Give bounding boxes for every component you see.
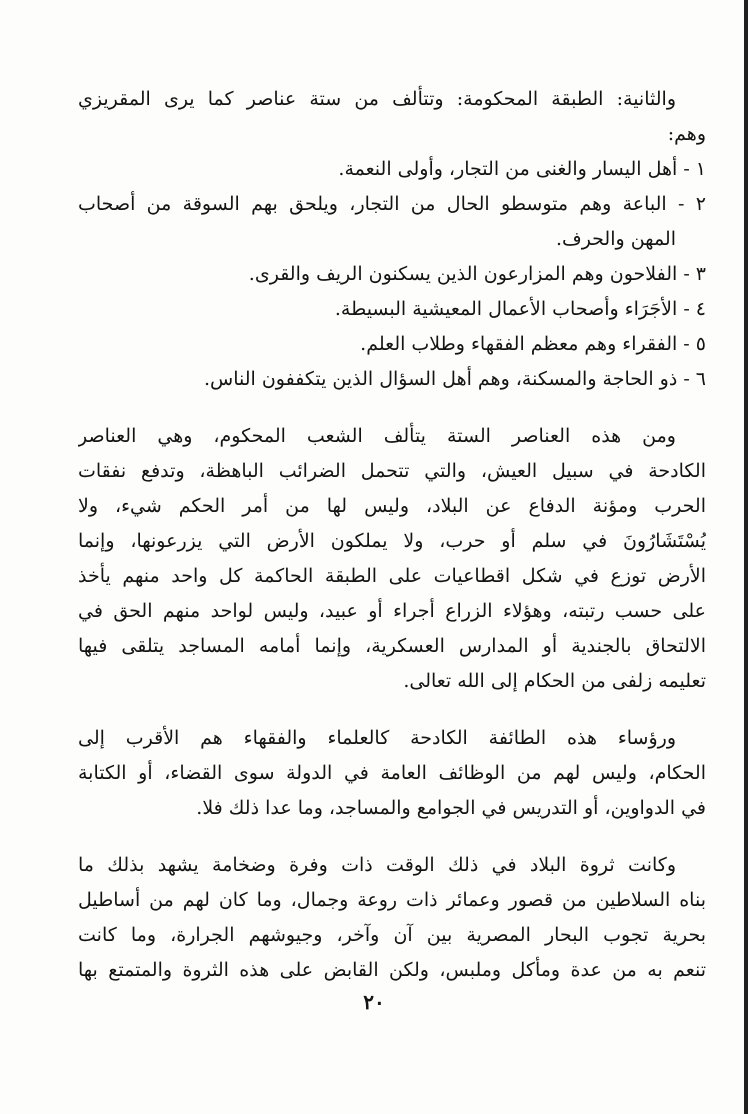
- paragraph-line: تنعم به من عدة ومأكل وملبس، ولكن القابض على هذه الثروة والمتمتع بها: [78, 959, 706, 981]
- paragraph-line: الحرب ومؤنة الدفاع عن البلاد، وليس لها من أمر الحكم شيء، ولا: [78, 495, 706, 517]
- paragraph-line: بحرية تجوب البحار المصرية بين آن وآخر، وجيوشهم الجرارة، وما كانت: [78, 924, 706, 946]
- paragraph-line: ومن هذه العناصر الستة يتألف الشعب المحكوم، وهي العناصر: [78, 425, 676, 447]
- list-item-2: ٢ - الباعة وهم متوسطو الحال من التجار، ويلحق بهم السوقة من أصحاب: [78, 193, 706, 215]
- paragraph-line: الكادحة في سبيل العيش، والتي تتحمل الضرائب الباهظة، وتدفع نفقات: [78, 460, 706, 482]
- list-item-2-continuation: المهن والحرف.: [555, 228, 676, 250]
- list-item-4: ٤ - الأجَرَاء وأصحاب الأعمال المعيشية البسيطة.: [334, 298, 706, 320]
- paragraph-line: تعليمه زلفى من الحكام إلى الله تعالى.: [403, 670, 706, 692]
- body-text: [78, 82, 706, 988]
- paragraph-line: الأرض توزع في شكل اقطاعيات على الطبقة الحاكمة كل واحد منهم يأخذ: [78, 565, 706, 587]
- paragraph-line: ورؤساء هذه الطائفة الكادحة كالعلماء والفقهاء هم الأقرب إلى: [78, 727, 676, 749]
- paragraph-3: [78, 848, 706, 988]
- paragraph-line: في الدواوين، أو التدريس في الجوامع والمساجد، وما عدا ذلك فلا.: [196, 797, 706, 819]
- list-item-3: ٣ - الفلاحون وهم المزارعون الذين يسكنون الريف والقرى.: [248, 263, 706, 285]
- intro-line: وهم:: [667, 123, 706, 145]
- paragraph-1: [78, 419, 706, 699]
- paragraph-line: على حسب رتبته، وهؤلاء الزراع أجراء أو عبيد، وليس لواحد منهم الحق في: [78, 600, 706, 622]
- list-item-1: ١ - أهل اليسار والغنى من التجار، وأولى النعمة.: [338, 158, 706, 180]
- paragraph-line: وكانت ثروة البلاد في ذلك الوقت ذات وفرة وضخامة يشهد بذلك ما: [78, 854, 676, 876]
- paragraph-2: [78, 721, 706, 826]
- paragraph-line: يُسْتَشَارُونَ في سلم أو حرب، ولا يملكون الأرض التي يزرعونها، وإنما: [78, 530, 706, 552]
- paragraph-line: بناه السلاطين من قصور وعمائر ذات روعة وجمال، وما كان لهم من أساطيل: [78, 889, 706, 911]
- scan-edge: [744, 0, 748, 1114]
- list-item-5: ٥ - الفقراء وهم معظم الفقهاء وطلاب العلم.: [360, 333, 706, 355]
- paragraph-line: الالتحاق بالجندية أو المدارس العسكرية، وإنما أمامه المساجد يتلقى فيها: [78, 635, 706, 657]
- paragraph-line: الحكام، وليس لهم من الوظائف العامة في الدولة سوى القضاء، أو الكتابة: [78, 762, 706, 784]
- intro-line: والثانية: الطبقة المحكومة: وتتألف من ستة عناصر كما يرى المقريزي: [78, 88, 676, 110]
- page-number: ٢٠: [363, 990, 385, 1014]
- list-item-6: ٦ - ذو الحاجة والمسكنة، وهم أهل السؤال الذين يتكففون الناس.: [203, 368, 706, 390]
